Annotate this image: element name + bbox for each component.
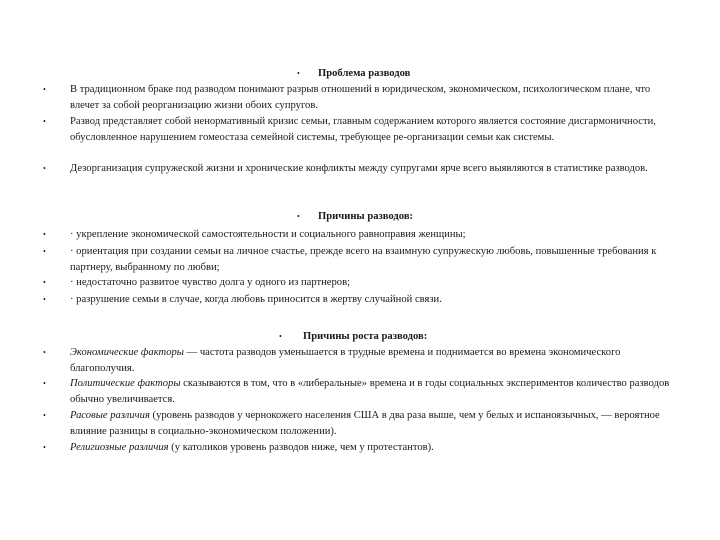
- bullet-icon: •: [43, 278, 46, 287]
- bullet-icon: •: [43, 117, 46, 126]
- item-text: [70, 408, 680, 439]
- item-rest: — частота разводов уменьшается в трудные времена и поднимается во времена экономического благополучия.: [70, 347, 621, 374]
- item-text: · разрушение семьи в случае, когда любовь приносится в жертву случайной связи.: [70, 294, 442, 305]
- section-heading: Причины разводов:: [318, 211, 414, 222]
- list-item: [43, 408, 680, 439]
- bullet-icon: •: [43, 164, 46, 173]
- item-term: Политические факторы: [70, 378, 181, 389]
- item-text: · недостаточно развитое чувство долга у одного из партнеров;: [70, 277, 351, 288]
- list-item: [43, 376, 680, 407]
- item-text: [70, 440, 680, 456]
- section-heading: Причины роста разводов:: [303, 331, 428, 342]
- bullet-icon: •: [43, 295, 46, 304]
- item-rest: (у католиков уровень разводов ниже, чем у протестантов).: [168, 442, 434, 453]
- item-text: [70, 345, 680, 376]
- bullet-icon: •: [43, 379, 46, 388]
- item-text: [70, 376, 680, 407]
- list-item: [43, 161, 680, 177]
- list-item: [43, 114, 680, 145]
- item-term: Религиозные различия: [70, 442, 169, 453]
- list-item: [43, 227, 680, 243]
- bullet-icon: •: [43, 411, 46, 420]
- list-item: [43, 244, 680, 275]
- list-item: [43, 345, 680, 376]
- bullet-icon: •: [43, 348, 46, 357]
- bullet-icon: •: [43, 85, 46, 94]
- section-heading: Проблема разводов: [318, 68, 411, 79]
- list-item: [43, 82, 680, 113]
- item-term: Расовые различия: [70, 410, 150, 421]
- item-term: Экономические факторы: [70, 347, 184, 358]
- list-item: [43, 292, 680, 308]
- heading-bullet-icon: •: [279, 332, 282, 341]
- list-item: [43, 440, 680, 456]
- item-text: В традиционном браке под разводом понимают разрыв отношений в юридическом, экономическом, психологическом плане, что влечет за собой реорганизацию жизни обоих супругов.: [70, 84, 651, 111]
- item-text: Дезорганизация супружеской жизни и хронические конфликты между супругами ярче всего выявляются в статистике разводов.: [70, 163, 648, 174]
- item-text: Развод представляет собой ненормативный кризис семьи, главным содержанием которого является состояние дисгармоничности, обусловленное нарушением гомеостаза семейной системы, требующее ре-организации семьи как системы.: [70, 116, 656, 143]
- bullet-icon: •: [43, 247, 46, 256]
- bullet-icon: •: [43, 443, 46, 452]
- item-rest: (уровень разводов у чернокожего населения США в два раза выше, чем у белых и испаноязычных, — вероятное влияние разницы в социально-экономическом положении).: [70, 410, 660, 437]
- item-text: · ориентация при создании семьи на личное счастье, прежде всего на взаимную супружескую любовь, повышенные требования к партнеру, выбранному по любви;: [70, 246, 657, 273]
- list-item: [43, 275, 680, 291]
- item-rest: сказываются в том, что в «либеральные» времена и в годы социальных экспериментов количество разводов обычно увеличивается.: [70, 378, 670, 405]
- heading-bullet-icon: •: [297, 69, 300, 78]
- item-text: · укрепление экономической самостоятельности и социального равноправия женщины;: [70, 229, 466, 240]
- bullet-icon: •: [43, 230, 46, 239]
- heading-bullet-icon: •: [297, 212, 300, 221]
